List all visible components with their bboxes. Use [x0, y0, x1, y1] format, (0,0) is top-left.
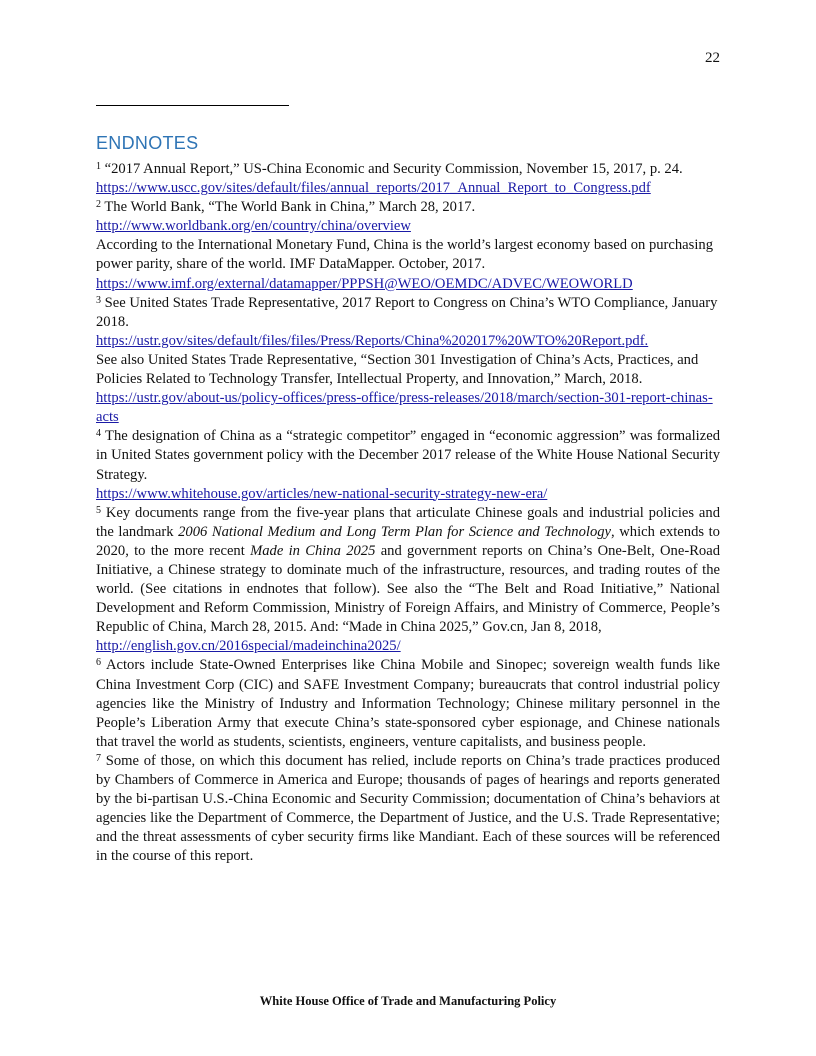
- endnote-number: 7: [96, 752, 101, 764]
- page-footer: White House Office of Trade and Manufacturing Policy: [259, 994, 557, 1008]
- endnote-number: 6: [96, 657, 101, 669]
- endnote-1: [96, 160, 720, 179]
- endnote-number: 5: [96, 504, 101, 516]
- endnote-5: [96, 504, 720, 638]
- endnote-7: [96, 752, 720, 867]
- endnote-text: The designation of China as a “strategic competitor” engaged in “economic aggression” was formalized in United States government policy with the December 2017 release of the White House National Security Strategy.: [96, 428, 720, 483]
- endnote-4: [96, 427, 720, 484]
- endnote-6: [96, 656, 720, 751]
- endnote-italic-title: Made in China 2025: [250, 542, 376, 559]
- footnote-separator-rule: [96, 105, 289, 106]
- endnote-link[interactable]: https://www.whitehouse.gov/articles/new-national-security-strategy-new-era/: [96, 485, 548, 502]
- endnote-link[interactable]: https://ustr.gov/sites/default/files/files/Press/Reports/China%202017%20WTO%20Report.pdf.: [96, 332, 649, 349]
- endnotes-heading: ENDNOTES: [96, 133, 199, 153]
- endnote-link[interactable]: https://www.imf.org/external/datamapper/PPPSH@WEO/OEMDC/ADVEC/WEOWORLD: [96, 275, 633, 292]
- endnote-text: Some of those, on which this document has relied, include reports on China’s trade practices produced by Chambers of Commerce in America and Europe; thousands of pages of hearings and reports generated by the bi-partisan U.S.-China Economic and Security Commission; documentation of China’s behaviors at agencies like the Department of Commerce, the Department of Justice, and the U.S. Trade Representative; and the threat assessments of cyber security firms like Mandiant. Each of these sources will be referenced in the course of this report.: [96, 752, 720, 865]
- endnote-text: and government reports on China’s One-Belt, One-Road Initiative, a Chinese strategy to dominate much of the infrastructure, resources, and trading routes of the world. (See citations in endnotes that follow). See also the “The Belt and Road Initiative,” National Development and Reform Commission, Ministry of Foreign Affairs, and Ministry of Commerce, People’s Republic of China, March 28, 2015. And: “Made in China 2025,” Gov.cn, Jan 8, 2018,: [96, 542, 720, 636]
- endnote-text: See also United States Trade Representative, “Section 301 Investigation of China’s Acts, Practices, and Policies Related to Technology Transfer, Intellectual Property, and Innovation,” March, 2018.: [96, 351, 699, 388]
- endnote-link[interactable]: http://www.worldbank.org/en/country/china/overview: [96, 218, 411, 235]
- endnote-number: 3: [96, 294, 101, 306]
- endnote-2: [96, 198, 720, 217]
- endnote-text: See United States Trade Representative, 2017 Report to Congress on China’s WTO Compliance, January 2018.: [96, 294, 718, 330]
- page-number: 22: [705, 50, 720, 66]
- endnote-text: According to the International Monetary Fund, China is the world’s largest economy based on purchasing power parity, share of the world. IMF DataMapper. October, 2017.: [96, 237, 713, 273]
- endnote-text: , which extends to 2020, to the more recent: [96, 523, 720, 559]
- endnote-text: The World Bank, “The World Bank in China,” March 28, 2017.: [104, 199, 476, 216]
- endnote-number: 2: [96, 199, 101, 211]
- endnote-3: [96, 294, 720, 332]
- endnote-text: “2017 Annual Report,” US-China Economic and Security Commission, November 15, 2017, p. 24.: [104, 161, 683, 177]
- endnote-link[interactable]: https://www.uscc.gov/sites/default/files/annual_reports/2017_Annual_Report_to_Congress.pdf: [96, 180, 651, 197]
- endnote-link[interactable]: https://ustr.gov/about-us/policy-offices/press-office/press-releases/2018/march/section-301-report-chinas-acts: [96, 390, 713, 426]
- endnote-text: Actors include State-Owned Enterprises like China Mobile and Sinopec; sovereign wealth funds like China Investment Corp (CIC) and SAFE Investment Company; bureaucrats that control industrial policy agencies like the Ministry of Industry and Information Technology; Chinese military personnel in the People’s Liberation Army that execute China’s state-sponsored cyber espionage, and Chinese nationals that travel the world as students, scientists, engineers, venture capitalists, and business people.: [96, 657, 721, 750]
- endnotes-list: [96, 160, 720, 866]
- endnote-number: 1: [96, 161, 101, 172]
- endnote-link[interactable]: http://english.gov.cn/2016special/madeinchina2025/: [96, 638, 401, 655]
- endnote-text: Key documents range from the five-year plans that articulate Chinese goals and industrial policies and the landmark: [96, 504, 720, 540]
- endnote-italic-title: 2006 National Medium and Long Term Plan for Science and Technology: [178, 523, 612, 540]
- endnote-number: 4: [96, 428, 101, 440]
